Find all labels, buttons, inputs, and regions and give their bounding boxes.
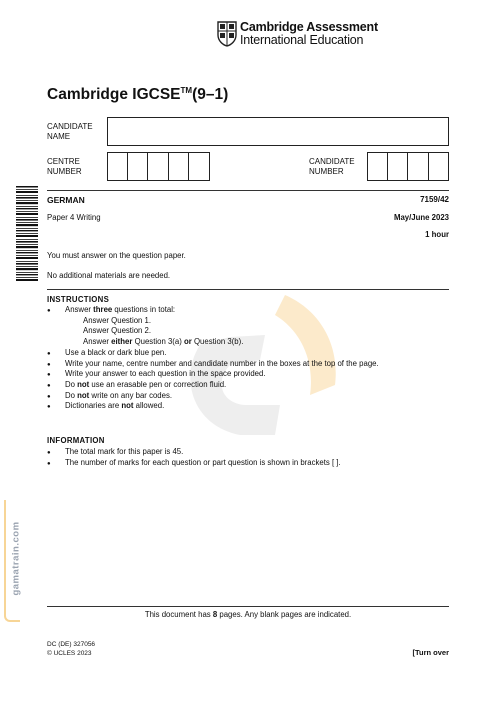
instructions-heading: INSTRUCTIONS: [47, 295, 110, 304]
instruction-item: ● Write your answer to each question in the space provided.: [47, 369, 449, 380]
org-name: [240, 21, 378, 47]
exam-session: May/June 2023: [393, 213, 449, 222]
information-item: ● The total mark for this paper is 45.: [47, 447, 449, 458]
instruction-item: ● Dictionaries are not allowed.: [47, 401, 449, 412]
title-main: Cambridge IGCSE: [47, 86, 181, 104]
candidate-number-label-l1: CANDIDATE: [309, 157, 355, 166]
instructions-list: [47, 305, 449, 412]
instruction-subitem: Answer either Question 3(a) or Question 3(b).: [83, 337, 244, 347]
information-heading: INFORMATION: [47, 436, 105, 445]
candidate-digit-box[interactable]: [408, 152, 429, 181]
turn-over-note: [Turn over: [412, 648, 449, 657]
page-title: [47, 86, 228, 104]
barcode: [16, 186, 38, 282]
divider: [47, 289, 449, 290]
divider: [47, 190, 449, 191]
information-list: [47, 447, 449, 468]
candidate-name-label-l2: NAME: [47, 132, 71, 141]
centre-digit-box[interactable]: [169, 152, 190, 181]
paper-code: 7159/42: [420, 195, 449, 204]
title-suffix: (9–1): [192, 86, 229, 104]
candidate-name-field[interactable]: [107, 117, 449, 146]
candidate-name-label: [47, 122, 93, 142]
centre-digit-box[interactable]: [148, 152, 169, 181]
side-watermark-text: gamatrain.com: [10, 521, 22, 596]
copyright: © UCLES 2023: [47, 650, 92, 657]
title-tm: TM: [180, 86, 193, 95]
cambridge-shield-logo: [217, 21, 237, 47]
centre-number-field[interactable]: [107, 152, 210, 181]
instruction-item: ● Use a black or dark blue pen.: [47, 348, 449, 359]
instruction-item: ● Do not use an erasable pen or correction fluid.: [47, 380, 449, 391]
org-line1: Cambridge Assessment: [240, 20, 378, 34]
centre-digit-box[interactable]: [107, 152, 128, 181]
candidate-digit-box[interactable]: [388, 152, 409, 181]
divider: [47, 606, 449, 607]
centre-number-label: [47, 157, 82, 177]
page-count-note: This document has 8 pages. Any blank pages are indicated.: [144, 610, 352, 619]
centre-number-label-l1: CENTRE: [47, 157, 80, 166]
candidate-digit-box[interactable]: [429, 152, 450, 181]
instruction-subitem: Answer Question 1.: [83, 315, 152, 325]
candidate-name-label-l1: CANDIDATE: [47, 122, 93, 131]
centre-number-label-l2: NUMBER: [47, 167, 82, 176]
centre-digit-box[interactable]: [189, 152, 210, 181]
paper-name: Paper 4 Writing: [47, 213, 101, 222]
instruction-subitem: Answer Question 2.: [83, 326, 152, 336]
doc-reference: [47, 640, 95, 658]
candidate-number-label: [309, 157, 355, 177]
doc-code: DC (DE) 327056: [47, 641, 96, 648]
note-answer-on-paper: You must answer on the question paper.: [47, 251, 186, 260]
note-no-materials: No additional materials are needed.: [47, 271, 171, 280]
information-item: ● The number of marks for each question or part question is shown in brackets [ ].: [47, 458, 449, 469]
candidate-digit-box[interactable]: [367, 152, 388, 181]
instruction-item: ● Write your name, centre number and candidate number in the boxes at the top of the page.: [47, 359, 449, 370]
instruction-item: ● Do not write on any bar codes.: [47, 391, 449, 402]
centre-digit-box[interactable]: [128, 152, 149, 181]
instruction-item: ● Answer three questions in total:: [47, 305, 449, 316]
subject-name: GERMAN: [47, 195, 85, 205]
exam-duration: 1 hour: [425, 230, 449, 239]
candidate-number-field[interactable]: [367, 152, 449, 181]
candidate-number-label-l2: NUMBER: [309, 167, 344, 176]
org-line2: International Education: [240, 33, 364, 47]
